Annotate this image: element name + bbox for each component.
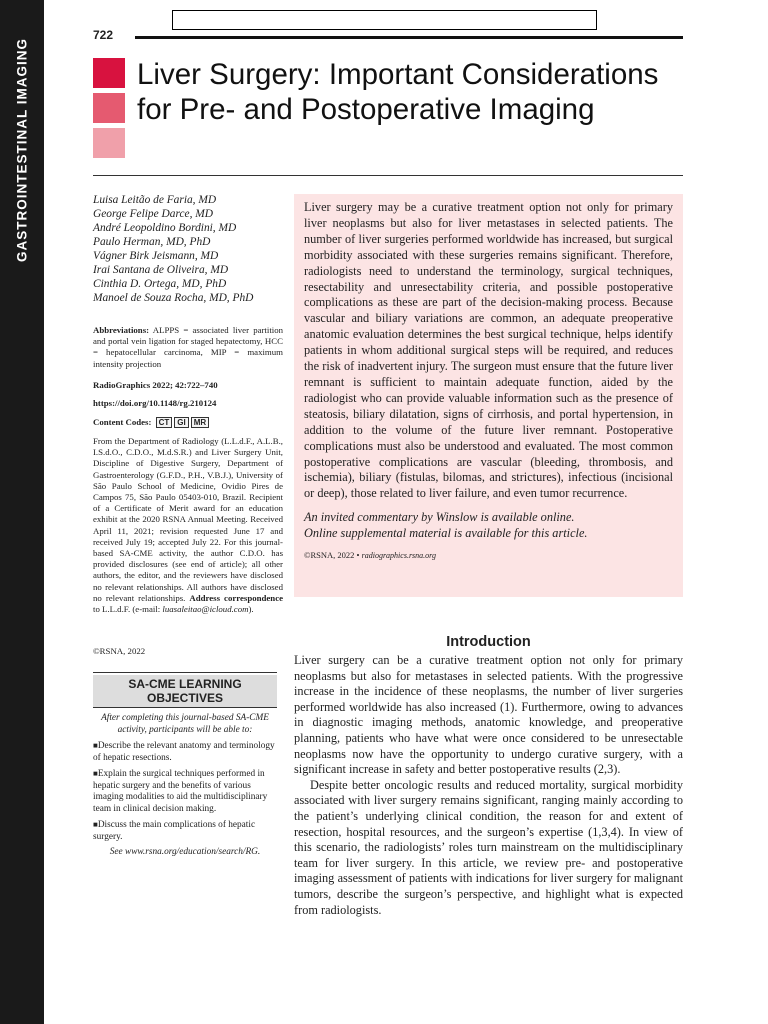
content-code-badge: MR — [191, 417, 209, 428]
cme-objective — [93, 740, 277, 764]
title-rule — [93, 175, 683, 176]
article-title: Liver Surgery: Important Considerations for Pre- and Postoperative Imaging — [137, 58, 659, 126]
author: André Leopoldino Bordini, MD — [93, 222, 237, 234]
abbreviations-text: ALPPS = associated liver partition and portal vein ligation for staged hepatectomy, HCC = hepatocellular carcinoma, MIP = maximum intensity projection — [93, 325, 283, 369]
section-sidebar — [0, 0, 44, 1024]
content-code-badge: CT — [156, 417, 173, 428]
abbreviations — [93, 325, 283, 370]
abbreviations-label: Abbreviations: — [93, 325, 150, 335]
content-code-badge: GI — [174, 417, 188, 428]
cme-intro: After completing this journal-based SA-CME activity, participants will be able to: — [101, 713, 269, 735]
abstract-notes — [304, 510, 673, 542]
introduction-heading: Introduction — [446, 634, 531, 650]
cme-objective-text: Explain the surgical techniques performed in hepatic surgery and the benefits of various imaging modalities to aid the multidisciplinary team in clinical decision making. — [93, 769, 268, 814]
cme-objective-text: Discuss the main complications of hepatic surgery. — [93, 820, 256, 842]
address-text: to L.L.d.F. (e-mail: — [93, 604, 163, 615]
content-codes — [93, 417, 209, 428]
abstract-text: Liver surgery may be a curative treatment option not only for primary liver neoplasms but also for liver metastases in selected patients. The number of liver surgeries performed worldwide has increased, but surgical morbidity associated with these surgeries remains significant. Therefore, radiologists need to understand the terminology, surgical techniques, resectability and unresectability criteria, and possible postoperative complications as these are part of the decision-making process. Because vascular and biliary variations are common, an adequate preoperative anatomic evaluation determines the best surgical technique, helps identify patients in whom additional surgical steps will be required, and reduces the risk of inadvertent injury. The surgeon must ensure that the future liver remnant is sufficient to maintain adequate function, aided by the radiologist who can provide valuable information such as the presence of steatosis, biliary dilatation, signs of cirrhosis, and portal hypertension, in addition to the volume of the future liver remnant. Postoperative complications must also be understood and evaluated. The most common postoperative complications are vascular (bleeding, thrombosis, and ischemia), biliary (fistulas, bilomas, and strictures), infectious (incisional or deep), those related to liver failure, and even tumor recurrence. — [304, 200, 673, 501]
author: Luisa Leitão de Faria, MD — [93, 194, 217, 206]
author: Paulo Herman, MD, PhD — [93, 236, 211, 248]
address-close: ). — [248, 604, 254, 615]
content-codes-label: Content Codes: — [93, 417, 152, 427]
department-text: From the Department of Radiology (L.L.d.F., A.L.B., I.S.d.O., C.D.O., M.d.S.R.) and Liver Surgery Unit, Discipline of Digestive Surgery, Department of Gastroenterology (G.F.D., P.H., V.B.J.), University of São Paulo School of Medicine, Ovidio Pires de Campos 75, São Paulo 05403-010, Brazil. Recipient of a Certificate of Merit award for an education exhibit at the 2020 RSNA Annual Meeting. Received April 11, 2021; revision requested June 17 and received July 19; accepted July 22. For this journal-based SA-CME activity, the author C.D.O. has provided disclosures (see end of article); all other authors, the editor, and the reviewers have disclosed no relevant relationships. All authors have disclosed no relevant relationships. — [93, 436, 283, 603]
supplement-note: Online supplemental material is available for this article. — [304, 526, 588, 541]
page-number: 722 — [93, 28, 114, 42]
section-label: GASTROINTESTINAL IMAGING — [14, 37, 30, 263]
author-list — [93, 193, 288, 305]
affiliation-note — [93, 436, 283, 615]
cme-see-link[interactable]: See www.rsna.org/education/search/RG. — [109, 847, 261, 857]
accent-square-2 — [93, 93, 125, 123]
author: George Felipe Darce, MD — [93, 208, 213, 220]
author: Cinthia D. Ortega, MD, PhD — [93, 278, 227, 290]
accent-square-3 — [93, 128, 125, 158]
citation: RadioGraphics 2022; 42:722–740 — [93, 380, 218, 390]
header-box — [172, 10, 597, 30]
bullet-icon: ■ — [93, 769, 98, 778]
cme-heading: SA-CME LEARNING OBJECTIVES — [93, 675, 277, 708]
bullet-icon: ■ — [93, 741, 98, 750]
journal-website-link[interactable]: radiographics.rsna.org — [361, 551, 436, 561]
author: Irai Santana de Oliveira, MD — [93, 264, 229, 276]
commentary-note: An invited commentary by Winslow is available online. — [304, 510, 575, 525]
email-link[interactable]: luasaleitao@icloud.com — [162, 604, 249, 615]
bullet-icon: ■ — [93, 820, 98, 829]
accent-square-1 — [93, 58, 125, 88]
paragraph: Liver surgery can be a curative treatment option not only for primary neoplasms but also for metastases in selected patients. With the progressive increase in the incidence of these neoplasms, the number of liver surgeries performed worldwide has also increased (1). Furthermore, owing to advances in diagnostic imaging methods, anatomic knowledge, and preoperative planning, patients who have what were once considered to be unresectable neoplasms now have the opportunity to undergo curative surgery, with a significant increase in safety and better postoperative results (2,3). — [294, 653, 683, 777]
doi-link[interactable]: https://doi.org/10.1148/rg.210124 — [93, 398, 217, 408]
author: Manoel de Souza Rocha, MD, PhD — [93, 292, 254, 304]
header-rule — [135, 36, 683, 39]
cme-objective — [93, 768, 277, 815]
paragraph: Despite better oncologic results and reduced mortality, surgical morbidity associated with liver surgery remains significant, ranging mainly according to the patient’s underlying clinical condition, the reason for and extent of resection, hospital resources, and the surgeon’s expertise (1,3,4). In view of this scenario, the radiologists’ roles turn mainstream on the multidisciplinary team for liver surgery. In this article, we review pre- and postoperative imaging assessment of patients with indications for liver surgery for malignant tumors, describe the surgeon’s perspective, and highlight what is expected from radiologists. — [294, 777, 683, 917]
introduction-body — [294, 653, 683, 918]
cme-box — [93, 672, 277, 859]
cme-objective — [93, 819, 277, 843]
author: Vágner Birk Jeismann, MD — [93, 250, 219, 262]
abstract-copyright-text: ©RSNA, 2022 • — [304, 550, 362, 561]
abstract-copyright — [304, 550, 673, 560]
address-label: Address correspondence — [189, 592, 283, 603]
abstract-box — [294, 194, 683, 597]
cme-objective-text: Describe the relevant anatomy and terminology of hepatic resections. — [93, 741, 275, 763]
copyright: ©RSNA, 2022 — [93, 646, 146, 656]
